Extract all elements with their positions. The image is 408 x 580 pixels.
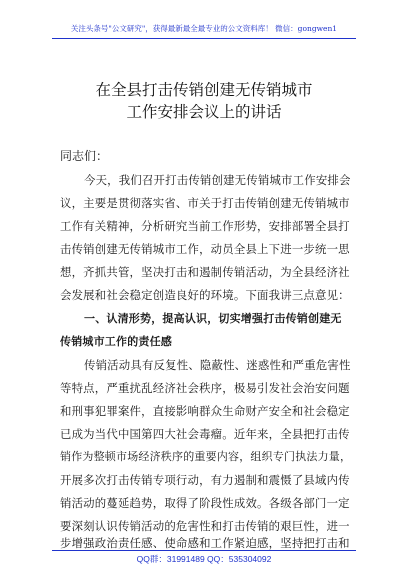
paragraph-line: 工作有关精神，分析研究当前工作形势，安排部署全县打 <box>60 219 350 233</box>
paragraph-line: 和刑事犯罪案件，直接影响群众生命财产安全和社会稳定 <box>60 404 350 418</box>
paragraph-line: 会发展和社会稳定创造良好的环境。下面我讲三点意见： <box>60 288 350 302</box>
section-heading-line-2: 传销城市工作的责任感 <box>60 335 172 348</box>
paragraph-line: 已成为当代中国第四大社会毒瘤。近年来，全县把打击传 <box>60 427 350 441</box>
paragraph-line: 等特点，严重扰乱经济社会秩序，极易引发社会治安问题 <box>60 381 350 395</box>
paragraph-line: 击传销创建无传销城市工作，动员全县上下进一步统一思 <box>60 242 350 256</box>
footer-contact: QQ群：31991489 QQ：535304092 <box>136 554 272 564</box>
paragraph-line: 步增强政治责任感、使命感和工作紧迫感，坚持把打击和 <box>60 536 350 550</box>
document-title-line-1: 在全县打击传销创建无传销城市 <box>95 81 313 99</box>
paragraph-line: 想，齐抓共管，坚决打击和遏制传销活动，为全县经济社 <box>60 265 350 279</box>
footer-divider <box>52 550 356 551</box>
header-banner: 关注头条号"公文研究"，获得最新最全最专业的公文资料库！ 微信：gongwen1 <box>70 24 338 33</box>
paragraph-line: 开展多次打击传销专项行动，有力遏制和震慑了县域内传 <box>60 473 350 487</box>
section-heading-line-1: 一、认清形势，提高认识，切实增强打击传销创建无 <box>84 312 342 325</box>
paragraph-line: 议，主要是贯彻落实省、市关于打击传销创建无传销城市 <box>60 196 350 210</box>
document-title-line-2: 工作安排会议上的讲话 <box>126 103 282 121</box>
paragraph-line: 今天，我们召开打击传销创建无传销城市工作安排会 <box>84 173 351 187</box>
paragraph-line: 销作为整顿市场经济秩序的重要内容，组织专门执法力量， <box>60 450 352 463</box>
salutation: 同志们： <box>60 149 109 163</box>
paragraph-line: 传销活动具有反复性、隐蔽性、迷惑性和严重危害性 <box>84 358 351 372</box>
header-divider <box>52 38 356 39</box>
paragraph-line: 要深刻认识传销活动的危害性和打击传销的艰巨性，进一 <box>60 519 350 533</box>
paragraph-line: 销活动的蔓延趋势，取得了阶段性成效。各级各部门一定 <box>60 496 350 510</box>
